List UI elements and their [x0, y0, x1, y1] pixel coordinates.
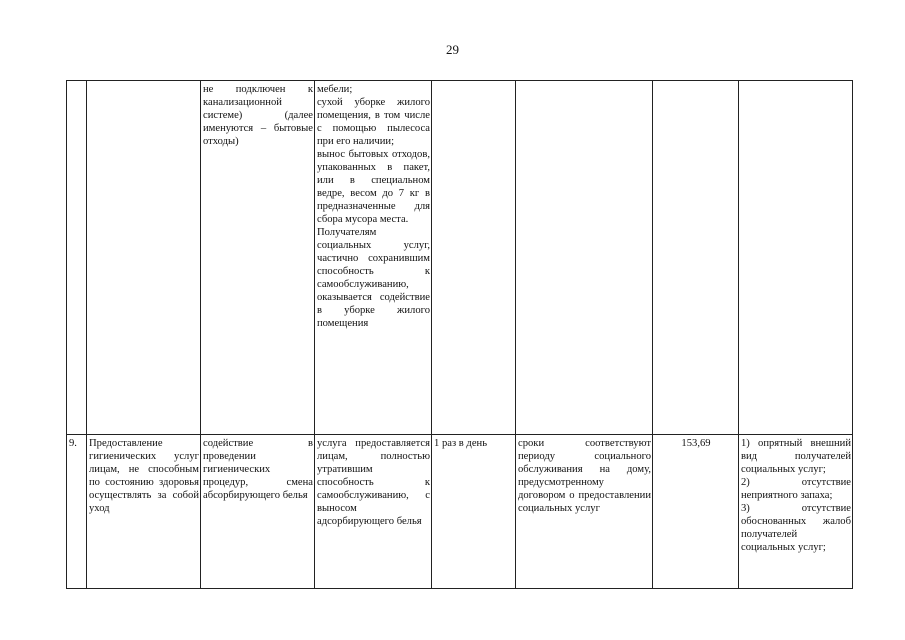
- cell-content: [201, 81, 315, 435]
- table-row-9: [67, 435, 853, 589]
- row-number: 9.: [67, 435, 87, 589]
- service-quality: [739, 435, 853, 589]
- service-name: Предоставление гигиенических услуг лицам, не способным по состоянию здоровья осуществлять за собой уход: [87, 435, 201, 589]
- cell-num: [67, 81, 87, 435]
- conditions-text-1: мебели;: [317, 84, 353, 95]
- cell-quality: [739, 81, 853, 435]
- quality-item-2: 2) отсутствие неприятного запаха;: [741, 477, 851, 501]
- cell-conditions: [315, 81, 432, 435]
- service-price: 153,69: [653, 435, 739, 589]
- cell-price: [653, 81, 739, 435]
- cell-frequency: [432, 81, 516, 435]
- conditions-text-2: сухой уборке жилого помещения, в том числе с помощью пылесоса при его наличии;: [317, 97, 430, 147]
- quality-item-3: 3) отсутствие обоснованных жалоб получателей социальных услуг;: [741, 503, 851, 553]
- conditions-text-4: Получателям социальных услуг, частично сохранившим способность к самообслуживанию, оказывается содействие в уборке жилого помещения: [317, 227, 430, 329]
- cell-name: [87, 81, 201, 435]
- page-number: 29: [446, 42, 459, 57]
- services-table: [66, 80, 853, 589]
- service-conditions: услуга предоставляется лицам, полностью утратившим способность к самообслуживанию, с выносом адсорбирующего белья: [315, 435, 432, 589]
- cell-terms: [516, 81, 653, 435]
- conditions-text-3: вынос бытовых отходов, упакованных в пакет, или в специальном ведре, весом до 7 кг в предназначенные для сбора мусора места.: [317, 149, 430, 225]
- quality-item-1: 1) опрятный внешний вид получателей социальных услуг;: [741, 438, 851, 475]
- table-row-continuation: [67, 81, 853, 435]
- service-frequency: 1 раз в день: [432, 435, 516, 589]
- service-content: содействие в проведении гигиенических процедур, смена абсорбирующего белья: [201, 435, 315, 589]
- service-terms: сроки соответствуют периоду социального обслуживания на дому, предусмотренному договором о предоставлении социальных услуг: [516, 435, 653, 589]
- content-text: не подключен к канализационной системе) (далее именуются – бытовые отходы): [203, 84, 313, 147]
